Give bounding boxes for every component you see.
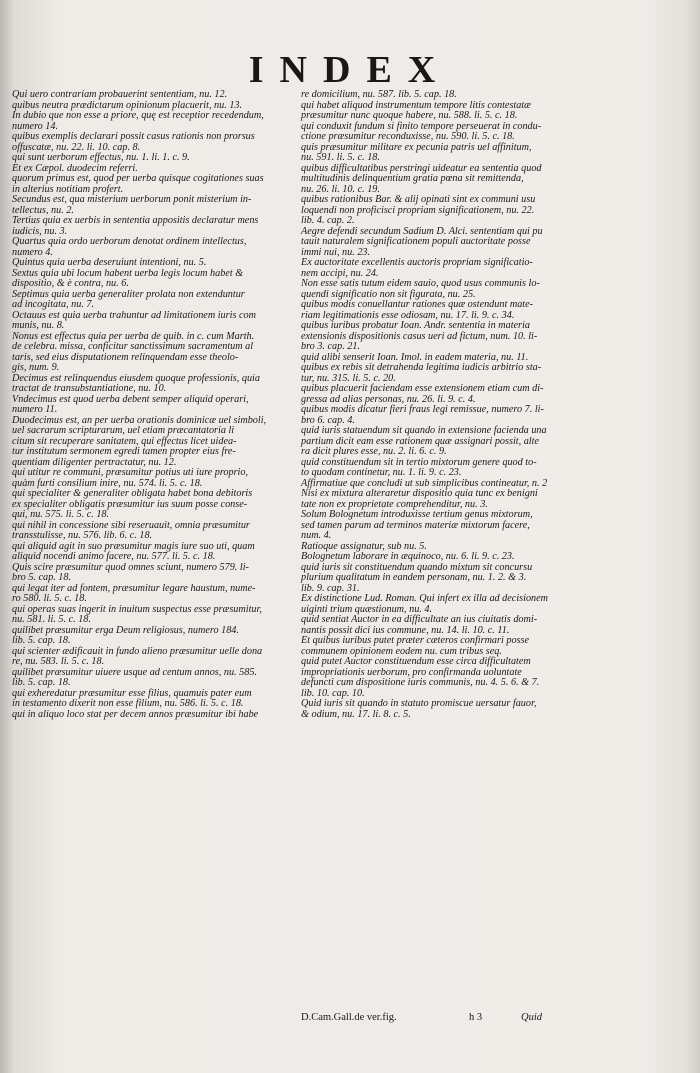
index-entry: Quintus quia uerba deseruiunt intentioni, nu. 5.: [12, 257, 207, 268]
catchword: Quid: [521, 1012, 542, 1023]
index-entry: Vndecimus est quod uerba debent semper aliquid operari, numero 11.: [12, 393, 249, 415]
index-entry: Tertius quia ex uerbis in sententia appositis declaratur mens iudicis, nu. 3.: [12, 215, 259, 237]
index-entry: Et ex Cæpol. duodecim referri.: [12, 162, 138, 174]
index-entry: quibus placuerit faciendam esse extensionem etiam cum di- gressa ad alias personas, nu. 26. li. 9. c. 4.: [301, 383, 544, 405]
signature-line: D.Cam.Gall.de ver.fig.: [301, 1012, 397, 1023]
index-entry: quorum primus est, quod per uerba quisque cogitationes suas in alterius notitiam profert.: [12, 173, 264, 195]
index-entry: quilibet præsumitur erga Deum religiosus, numero 184. lib. 5. cap. 18.: [12, 624, 239, 646]
index-entry: Nonus est effectus quia per uerba de quib. in c. cum Marth. de celebra. missa, conficitur sanctissimum sacramentum al taris, sed eius disputationem relinquendam esse theolo- gis, num. 9.: [12, 330, 255, 373]
index-entry: In dubio que non esse a priore, quę est receptior recedendum, numero 14.: [12, 110, 264, 132]
index-entry: qui conduxit fundum si finito tempore perseuerat in condu- ctione præsumitur reconduxisse, nu. 590. li. 5. c. 18.: [301, 120, 542, 142]
index-entry: Quis scire præsumitur quod omnes sciunt, numero 579. li- bro 5. cap. 18.: [12, 561, 249, 583]
index-entry: qui sunt uerborum effectus, nu. 1. li. 1. c. 9.: [12, 152, 190, 163]
index-entry: quibus neutra prædictarum opinionum placuerit, nu. 13.: [12, 99, 243, 111]
index-entry: Solum Bolognetum introduxisse tertium genus mixtorum, sed tamen parum ad terminos materiæ mixtorum facere, num. 4.: [301, 509, 533, 541]
index-entry: quid putet Auctor constituendum esse circa difficultatem impropriationis uerborum, pro confirmanda uoluntate defuncti cum dispositione iuris communis, nu. 4. 5. 6. & 7. lib. 10. cap. 10.: [301, 656, 540, 699]
index-entry: quibus difficultatibus perstringi uideatur ea sententia quod multitudinis delinquentium gratia pœna sit remittenda, nu. 26. li. 10. c. 19.: [301, 162, 542, 195]
index-entry: qui scienter ædificauit in fundo alieno præsumitur uelle dona re, nu. 583. li. 5. c. 18.: [12, 645, 263, 667]
index-entry: qui nihil in concessione sibi reseruauit, omnia præsumitur transstulisse, nu. 576. lib. 6. c. 18.: [12, 519, 250, 541]
page-title: INDEX: [248, 49, 452, 91]
index-entry: Secundus est, qua misterium uerborum ponit misterium in- tellectus, nu. 2.: [12, 194, 252, 216]
index-entry: quibus exemplis declarari possit casus rationis non prorsus offuscatæ, nu. 22. li. 10. cap. 8.: [12, 131, 255, 153]
index-entry: qui legat iter ad fontem, præsumitur legare haustum, nume- ro 580. li. 5. c. 18.: [12, 582, 256, 604]
index-entry: quis præsumitur militare ex pecunia patris uel affinitum, nu. 591. li. 5. c. 18.: [301, 141, 532, 163]
index-entry: Aegre defendi secundum Sadium D. Alci. sententiam qui pu tauit naturalem significationem populi auctoritate posse immi nui, nu. 23.: [301, 225, 543, 258]
index-entry: Bolognetum laborare in æquinoco, nu. 6. li. 9. c. 23.: [301, 551, 515, 562]
index-entry: quid constituendum sit in tertio mixtorum genere quod to- to quodam continetur, nu. 1. li. 9. c. 23.: [301, 456, 537, 478]
index-entry: quibus ex rebis sit detrahenda legitima iudicis arbitrio sta- tur, nu. 315. li. 5. c. 20.: [301, 362, 542, 384]
index-entry: Qui uero contrariam probauerint sententiam, nu. 12.: [12, 89, 228, 100]
index-entry: Quid iuris sit quando in statuto promiscue uersatur fauor, & odium, nu. 17. li. 8. c. 5.: [301, 698, 537, 720]
index-entry: qui operas suas ingerit in inuitum suspectus esse præsumitur, nu. 581. li. 5. c. 18.: [12, 603, 262, 625]
index-entry: Nisi ex mixtura alteraretur dispositio quia tunc ex benigni tate non ex proprietate comprehenditur, nu. 3.: [301, 488, 538, 510]
index-entry: qui habet aliquod instrumentum tempore litis contestatæ præsumitur nunc quoque habere, nu. 588. li. 5. c. 18.: [301, 99, 531, 121]
index-entry: Quartus quia ordo uerborum denotat ordinem intellectus, numero 4.: [12, 236, 247, 258]
index-entry: quid iuris statuendum sit quando in extensione facienda una partium dicit eam esse rationem quæ assignari possit, alte ra dicit plures esse, nu. 2. li. 6. c. 9.: [301, 425, 547, 457]
index-entry: quilibet præsumitur uiuere usque ad centum annos, nu. 585. lib. 5. cap. 18.: [12, 666, 257, 688]
index-entry: Et quibus iuribus putet præter cæteros confirmari posse communem opinionem eodem nu. cum tribus seq.: [301, 635, 529, 657]
index-entry: Ex distinctione Lud. Roman. Qui infert ex illa ad decisionem uiginti trium quæstionum, nu. 4.: [301, 593, 549, 615]
index-entry: Septimus quia uerba generaliter prolata non extenduntur ad incogitata, nu. 7.: [12, 288, 245, 310]
index-entry: Octauus est quia uerba trahuntur ad limitationem iuris com munis, nu. 8.: [12, 309, 256, 331]
index-entry: Affirmatiue que concludi ut sub simplicibus contineatur, n. 2: [301, 477, 548, 489]
index-column-right: [301, 90, 566, 720]
index-entry: quid sentiat Auctor in ea difficultate an ius ciuitatis domi- nantis possit dici ius commune, nu. 14. li. 10. c. 11.: [301, 614, 538, 636]
index-entry: quid iuris sit constituendum quando mixtum sit concursu plurium qualitatum in eandem personam, nu. 1. 2. & 3. lib. 9. cap. 31.: [301, 561, 533, 594]
index-entry: Non esse satis tutum eidem sauio, quod usus communis lo- quendi significatio non sit figurata, nu. 25.: [301, 278, 540, 300]
index-entry: Duodecimus est, an per uerba orationis dominicæ uel simboli, uel sacrarum scripturarum, uel etiam præcantatoria li citum sit recuperare sanitatem, qui effectus licet uidea- tur institutum sermonem egredi tamen propter eius fre- quentiam diligenter pertractatur, nu. 12.: [12, 414, 267, 468]
index-entry: re domicilium, nu. 587. lib. 5. cap. 18.: [301, 89, 457, 100]
index-entry: quid alibi senserit Ioan. Imol. in eadem materia, nu. 11.: [301, 351, 529, 363]
index-entry: quibus modis conuellantur rationes quæ ostendunt mate- riam legitimationis esse odiosam, nu. 17. li. 9. c. 34.: [301, 299, 534, 321]
index-entry: Ex auctoritate excellentis auctoris propriam significatio- nem accipi, nu. 24.: [301, 257, 533, 279]
index-entry: qui in aliquo loco stat per decem annos præsumitur ibi habe: [12, 708, 259, 720]
index-entry: Sextus quia ubi locum habent uerba legis locum habet & dispositio, & è contra, nu. 6.: [12, 267, 244, 289]
index-entry: quibus rationibus Bar. & alij opinati sint ex communi usu loquendi non proficisci propriam significationem, nu. 22. lib. 4. cap. 2.: [301, 194, 536, 226]
index-entry: quibus modis dicatur fieri fraus legi remissue, numero 7. li- bro 6. cap. 4.: [301, 404, 544, 426]
index-entry: qui utitur re communi, præsumitur potius uti iure proprio, quàm furti consilium inire, nu. 574. li. 5. c. 18.: [12, 467, 249, 489]
index-entry: Decimus est relinquendus eiusdem quoque professionis, quia tractat de transubstantiatione, nu. 10.: [12, 372, 260, 394]
signature-mark: h 3: [469, 1012, 483, 1023]
index-entry: Ratioque assignatur, sub nu. 5.: [301, 540, 427, 552]
index-entry: quibus iuribus probatur Ioan. Andr. sententia in materia extensionis dispositionis casus ueri ad fictum, num. 10. li- bro 3. cap. 21.: [301, 320, 538, 352]
index-column-left: [12, 90, 290, 720]
index-entry: qui specialiter & generaliter obligata habet bona debitoris ex specialiter obligatis præsumitur ius suum posse conse- qui, nu. 575. li. 5. c. 18.: [12, 488, 253, 520]
index-entry: qui aliquid agit in suo præsumitur magis iure suo uti, quam aliquid nocendi animo facere, nu. 577. li. 5. c. 18.: [12, 540, 255, 562]
index-entry: qui exheredatur præsumitur esse filius, quamuis pater eum in testamento dixerit non esse filium, nu. 586. li. 5. c. 18.: [12, 687, 252, 709]
